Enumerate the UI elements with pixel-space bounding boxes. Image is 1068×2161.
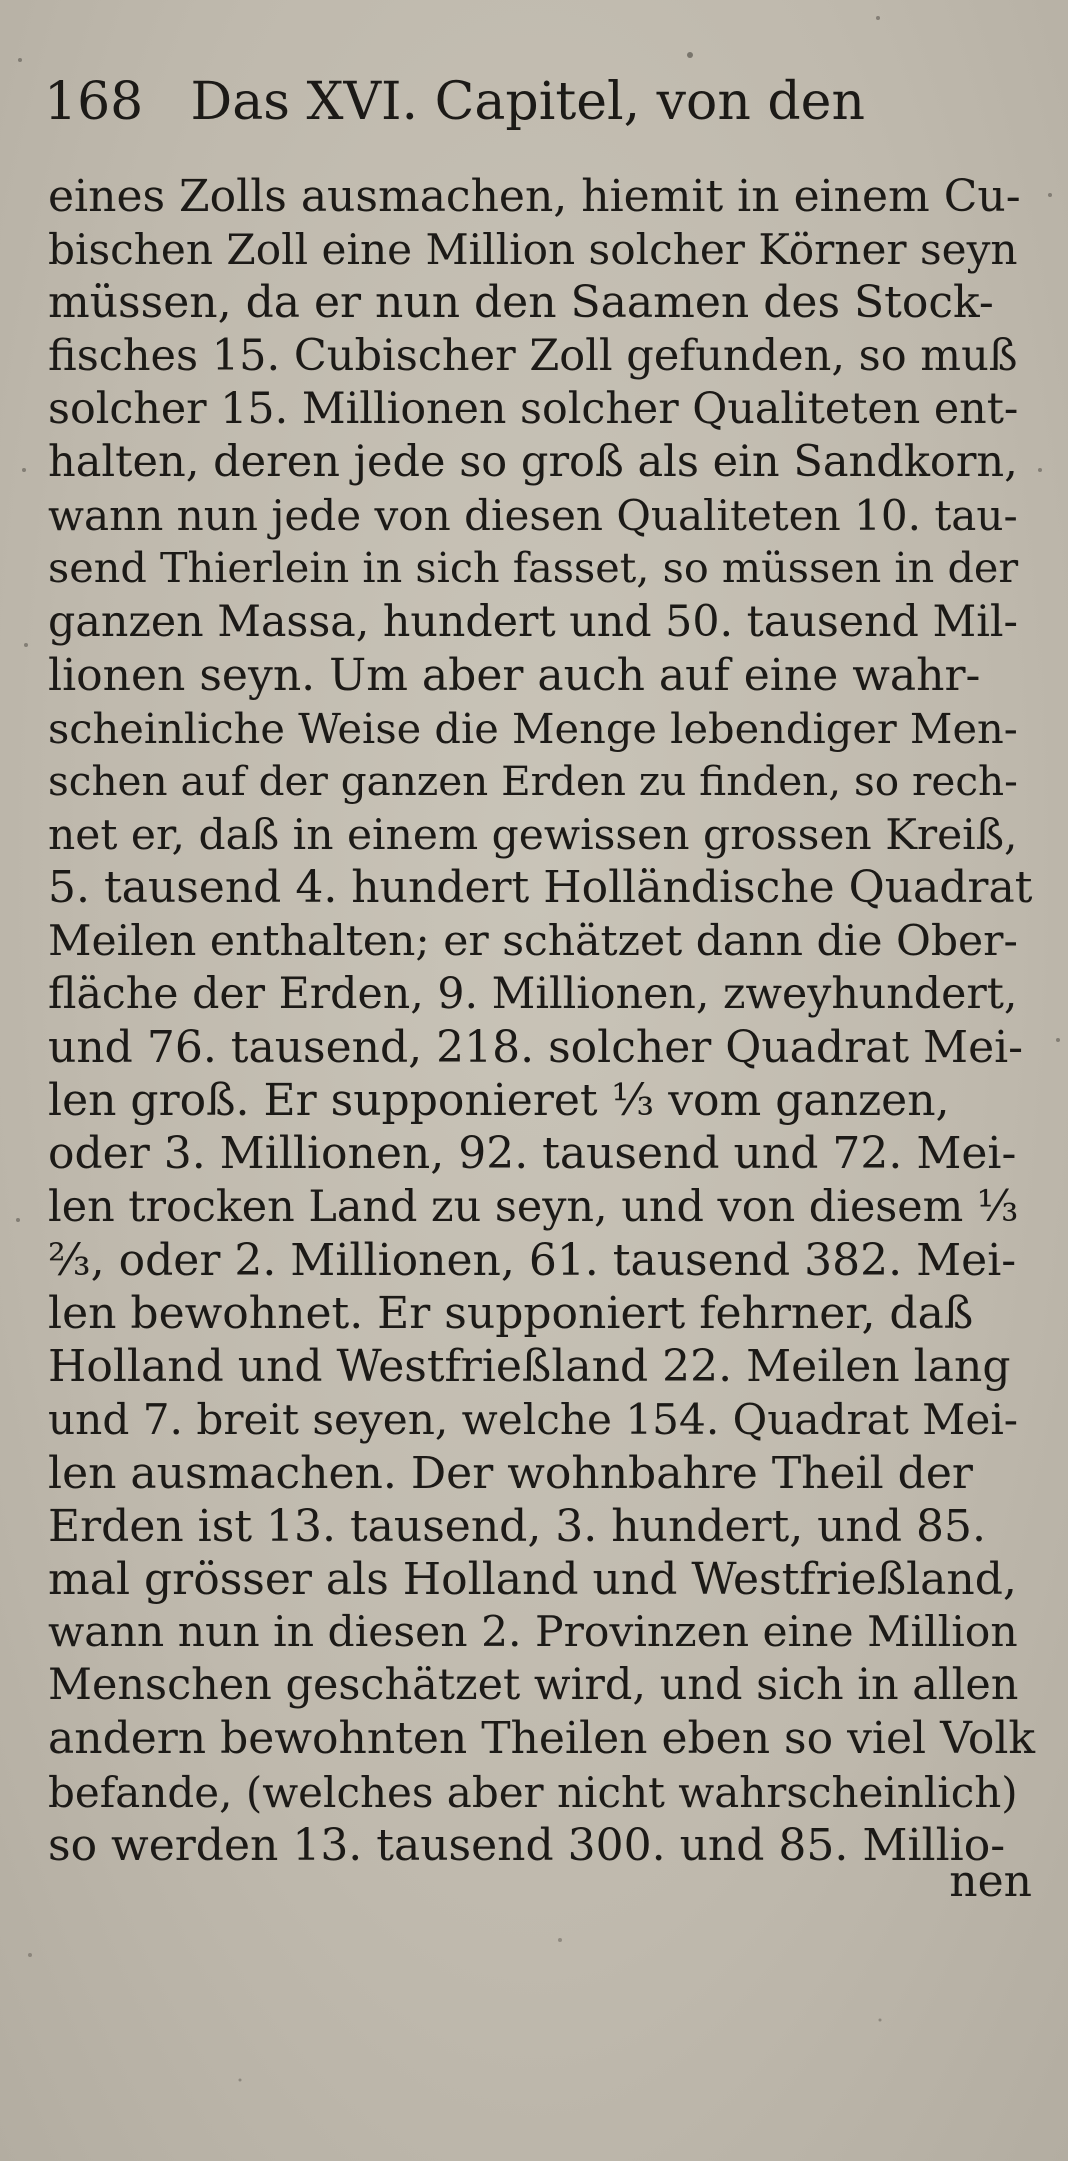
text-line: ganzen Massa, hundert und 50. tausend Mil- bbox=[48, 596, 1018, 647]
text-line: ⅔, oder 2. Millionen, 61. tausend 382. Mei- bbox=[48, 1234, 1017, 1286]
text-line: eines Zolls ausmachen, hiemit in einem Cu- bbox=[48, 171, 1021, 222]
page-number: 168 bbox=[44, 72, 144, 132]
running-header bbox=[44, 62, 1004, 142]
running-title: Das XVI. Capitel, von den bbox=[190, 72, 865, 132]
text-line: len groß. Er supponieret ⅓ vom ganzen, bbox=[48, 1075, 950, 1127]
text-line: len trocken Land zu seyn, und von diesem ⅓ bbox=[48, 1181, 1019, 1232]
text-line: Holland und Westfrießland 22. Meilen lang bbox=[48, 1341, 1011, 1393]
text-line: len ausmachen. Der wohnbahre Theil der bbox=[48, 1447, 973, 1499]
text-line: oder 3. Millionen, 92. tausend und 72. Mei- bbox=[48, 1128, 1017, 1180]
catchword: nen bbox=[949, 1856, 1032, 1907]
text-line: schen auf der ganzen Erden zu finden, so rech- bbox=[48, 757, 1018, 806]
text-line: Erden ist 13. tausend, 3. hundert, und 85. bbox=[48, 1500, 986, 1552]
text-line: und 76. tausend, 218. solcher Quadrat Mei- bbox=[48, 1022, 1024, 1073]
text-line: bischen Zoll eine Million solcher Körner seyn bbox=[48, 225, 1018, 275]
text-line: Menschen geschätzet wird, und sich in allen bbox=[48, 1660, 1019, 1711]
text-line: so werden 13. tausend 300. und 85. Millio- bbox=[48, 1819, 1006, 1871]
text-line: müssen, da er nun den Saamen des Stock- bbox=[48, 277, 994, 329]
text-line: mal grösser als Holland und Westfrießland, bbox=[48, 1553, 1017, 1605]
text-line: halten, deren jede so groß als ein Sandkorn, bbox=[48, 436, 1018, 487]
text-line: fisches 15. Cubischer Zoll gefunden, so muß bbox=[48, 330, 1018, 381]
text-line: wann nun jede von diesen Qualiteten 10. tau- bbox=[48, 491, 1018, 541]
text-line: lionen seyn. Um aber auch auf eine wahr- bbox=[48, 649, 981, 701]
text-line: solcher 15. Millionen solcher Qualiteten ent- bbox=[48, 383, 1019, 434]
text-line: len bewohnet. Er supponiert fehrner, daß bbox=[48, 1287, 974, 1339]
text-line: Meilen enthalten; er schätzet dann die Ober- bbox=[48, 916, 1018, 966]
text-line: net er, daß in einem gewissen grossen Kreiß, bbox=[48, 810, 1018, 860]
text-line: befande, (welches aber nicht wahrscheinlich) bbox=[48, 1767, 1018, 1817]
text-line: 5. tausend 4. hundert Holländische Quadrat bbox=[48, 862, 1033, 914]
text-line: andern bewohnten Theilen eben so viel Volk bbox=[48, 1713, 1036, 1765]
text-line: wann nun in diesen 2. Provinzen eine Million bbox=[48, 1608, 1018, 1658]
text-line: scheinliche Weise die Menge lebendiger Men- bbox=[48, 703, 1018, 753]
text-line: fläche der Erden, 9. Millionen, zweyhundert, bbox=[48, 968, 1018, 1019]
text-line: send Thierlein in sich fasset, so müssen in der bbox=[48, 544, 1019, 593]
text-line: und 7. breit seyen, welche 154. Quadrat Mei- bbox=[48, 1395, 1019, 1445]
body-text bbox=[48, 170, 1038, 1872]
